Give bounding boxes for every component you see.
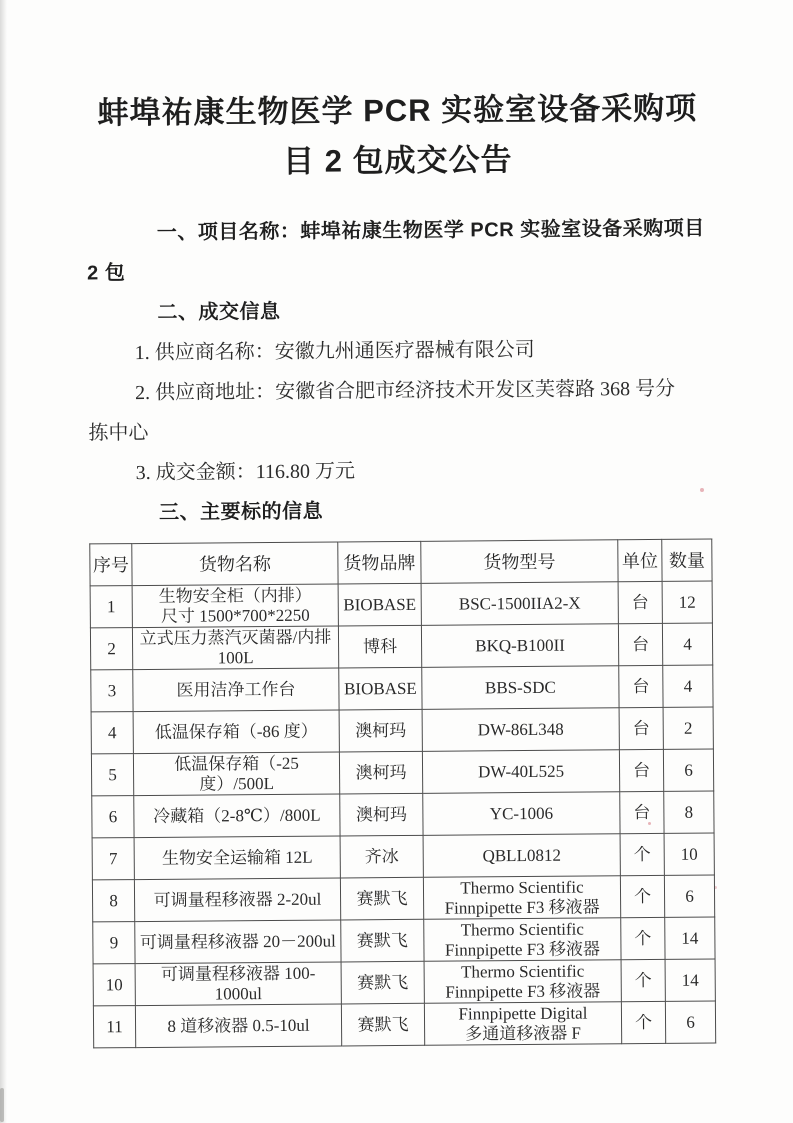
deal-amount-line: 3. 成交金额：116.80 万元 <box>135 460 356 485</box>
page-title-line-1: 蚌埠祐康生物医学 PCR 实验室设备采购项 <box>97 90 698 131</box>
table-row <box>93 959 715 1006</box>
items-table <box>89 539 716 1049</box>
cell-serial-no: 10 <box>93 964 135 1006</box>
column-header-qty: 数量 <box>662 539 712 581</box>
cell-model: Thermo Scientific Finnpipette F3 移液器 <box>423 876 620 920</box>
cell-brand: 澳柯玛 <box>339 751 422 794</box>
cell-goods-name: 8 道移液器 0.5-10ul <box>135 1004 341 1048</box>
cell-unit: 个 <box>620 833 664 875</box>
cell-goods-name: 生物安全柜（内排） 尺寸 1500*700*2250 <box>132 584 338 628</box>
cell-unit: 台 <box>619 665 663 707</box>
cell-model: Thermo Scientific Finnpipette F3 移液器 <box>424 918 621 962</box>
cell-brand: 澳柯玛 <box>339 709 422 752</box>
cell-serial-no: 2 <box>90 628 132 670</box>
cell-quantity: 12 <box>662 581 712 623</box>
cell-serial-no: 7 <box>92 838 134 880</box>
supplier-address-line-1: 2. 供应商地址：安徽省合肥市经济技术开发区芙蓉路 368 号分 <box>134 377 676 405</box>
section-heading-project-name: 一、项目名称：蚌埠祐康生物医学 PCR 实验室设备采购项目 2 包 <box>87 217 705 285</box>
cell-serial-no: 5 <box>91 754 133 796</box>
table-row <box>91 665 713 712</box>
cell-model: Thermo Scientific Finnpipette F3 移液器 <box>424 960 621 1004</box>
cell-model: BKQ-B100II <box>421 624 618 668</box>
cell-model: Finnpipette Digital 多通道移液器 F <box>424 1002 621 1046</box>
cell-goods-name: 冷藏箱（2-8℃）/800L <box>134 794 340 838</box>
cell-unit: 台 <box>620 791 664 833</box>
cell-serial-no: 11 <box>93 1006 135 1048</box>
column-header-brand: 货物品牌 <box>338 541 421 584</box>
table-row <box>91 707 713 754</box>
announcement-body <box>87 209 714 534</box>
cell-brand: BIOBASE <box>339 667 422 710</box>
cell-quantity: 6 <box>664 875 714 917</box>
section-heading-deal-info: 二、成交信息 <box>157 300 281 324</box>
cell-goods-name: 可调量程移液器 2-20ul <box>134 878 340 922</box>
cell-brand: 澳柯玛 <box>340 793 423 836</box>
cell-serial-no: 4 <box>91 712 133 754</box>
cell-quantity: 6 <box>663 749 713 791</box>
cell-unit: 台 <box>618 581 662 623</box>
cell-unit: 个 <box>621 959 665 1001</box>
cell-unit: 台 <box>619 707 663 749</box>
table-row <box>93 917 715 964</box>
cell-brand: 赛默飞 <box>341 961 424 1004</box>
column-header-model: 货物型号 <box>421 540 618 584</box>
cell-quantity: 2 <box>663 707 713 749</box>
cell-serial-no: 6 <box>92 796 134 838</box>
column-header-name: 货物名称 <box>132 542 338 586</box>
cell-quantity: 14 <box>665 959 715 1001</box>
supplier-name-line: 1. 供应商名称：安徽九州通医疗器械有限公司 <box>134 338 535 365</box>
column-header-unit: 单位 <box>618 539 662 581</box>
cell-brand: 赛默飞 <box>341 919 424 962</box>
cell-goods-name: 医用洁净工作台 <box>133 668 339 712</box>
cell-serial-no: 9 <box>93 922 135 964</box>
cell-quantity: 4 <box>662 623 712 665</box>
cell-serial-no: 1 <box>90 586 132 628</box>
cell-quantity: 8 <box>664 791 714 833</box>
cell-model: BBS-SDC <box>422 666 619 710</box>
table-header-row <box>90 539 712 586</box>
cell-model: DW-86L348 <box>422 708 619 752</box>
page-title-line-2: 目 2 包成交公告 <box>282 142 513 179</box>
column-header-no: 序号 <box>90 544 132 586</box>
cell-quantity: 10 <box>664 833 714 875</box>
cell-unit: 台 <box>618 623 662 665</box>
cell-unit: 台 <box>619 749 663 791</box>
cell-model: BSC-1500IIA2-X <box>421 582 618 626</box>
cell-serial-no: 3 <box>91 670 133 712</box>
cell-goods-name: 立式压力蒸汽灭菌器/内排 100L <box>132 626 338 670</box>
cell-goods-name: 低温保存箱（-25 度）/500L <box>133 752 339 796</box>
section-heading-main-items: 三、主要标的信息 <box>158 500 324 524</box>
cell-quantity: 6 <box>665 1001 715 1043</box>
table-row <box>92 833 714 880</box>
table-row <box>92 875 714 922</box>
cell-unit: 个 <box>621 1001 665 1043</box>
cell-goods-name: 可调量程移液器 100-1000ul <box>135 962 341 1006</box>
cell-brand: BIOBASE <box>338 583 421 626</box>
cell-unit: 个 <box>620 875 664 917</box>
table-row <box>91 749 713 796</box>
cell-unit: 个 <box>621 917 665 959</box>
cell-goods-name: 可调量程移液器 20－200ul <box>135 920 341 964</box>
cell-goods-name: 生物安全运输箱 12L <box>134 836 340 880</box>
cell-model: QBLL0812 <box>423 834 620 878</box>
cell-brand: 赛默飞 <box>340 877 423 920</box>
cell-brand: 博科 <box>338 625 421 668</box>
cell-quantity: 4 <box>663 665 713 707</box>
supplier-address-line-2: 拣中心 <box>88 421 149 445</box>
table-row <box>90 581 712 628</box>
page-title <box>61 83 735 188</box>
table-row <box>93 1001 715 1048</box>
cell-quantity: 14 <box>665 917 715 959</box>
table-row <box>92 791 714 838</box>
scanner-edge-mark <box>0 1088 4 1122</box>
cell-brand: 赛默飞 <box>341 1003 424 1046</box>
cell-model: YC-1006 <box>423 792 620 836</box>
cell-serial-no: 8 <box>92 880 134 922</box>
cell-brand: 齐冰 <box>340 835 423 878</box>
cell-goods-name: 低温保存箱（-86 度） <box>133 710 339 754</box>
table-row <box>90 623 712 670</box>
cell-model: DW-40L525 <box>422 750 619 794</box>
